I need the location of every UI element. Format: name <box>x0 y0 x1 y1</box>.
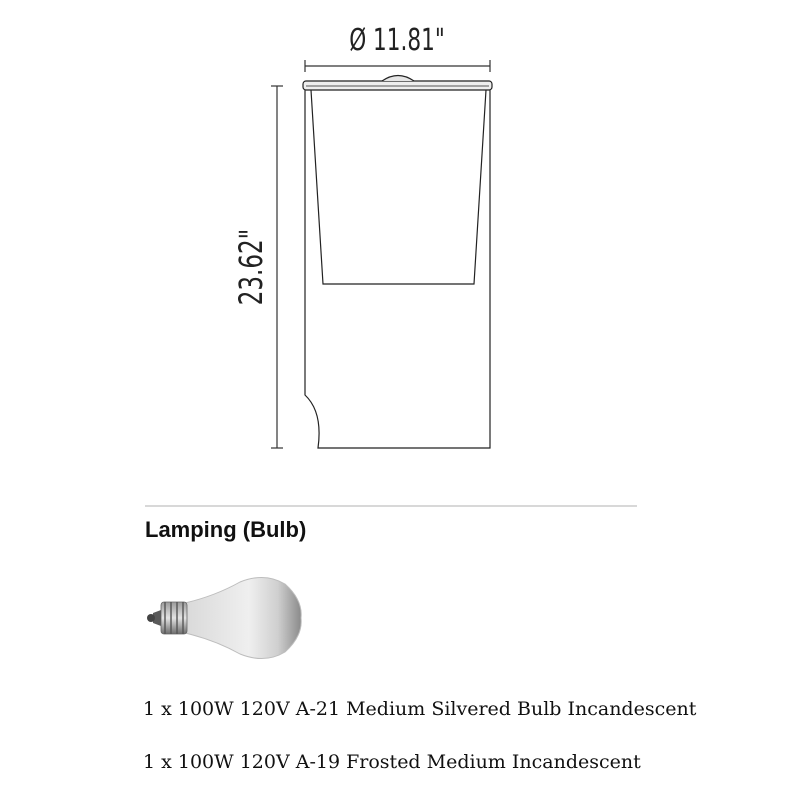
bulb-spec-2: 1 x 100W 120V A-19 Frosted Medium Incandescent <box>143 751 641 773</box>
height-label: 23.62" <box>232 228 271 306</box>
lamping-title: Lamping (Bulb) <box>145 517 307 542</box>
width-dimension <box>305 60 490 72</box>
bulb-spec-1: 1 x 100W 120V A-21 Medium Silvered Bulb Incandescent <box>143 698 697 720</box>
incandescent-bulb-icon <box>145 570 305 665</box>
diameter-label: Ø 11.81" <box>349 23 445 59</box>
lamp-top-cap <box>303 76 492 91</box>
height-dimension <box>271 86 283 448</box>
section-divider <box>145 505 637 507</box>
lamp-body <box>305 90 490 448</box>
